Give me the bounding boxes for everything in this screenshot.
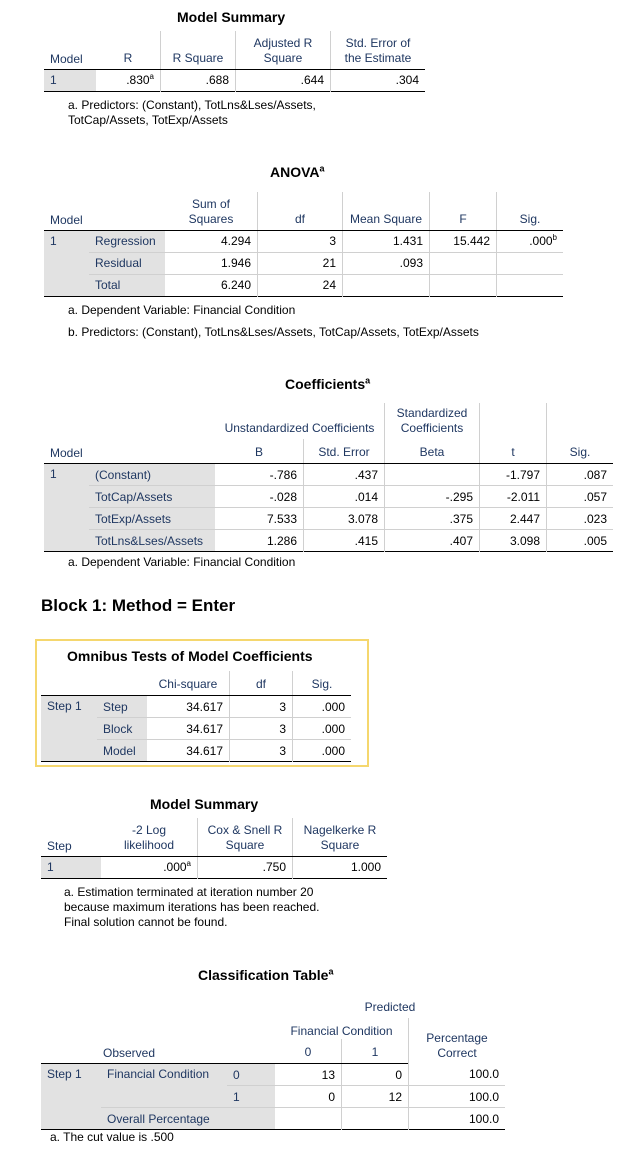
col-label [89, 439, 215, 464]
cell-adj-r-square: .644 [236, 69, 331, 91]
header-financial-condition: Financial Condition [290, 1024, 393, 1038]
col-model: Model [44, 31, 96, 69]
cell-t: -2.011 [480, 486, 547, 508]
col-model: Model [44, 439, 89, 464]
model-summary-title: Model Summary [177, 9, 286, 25]
cell-sig: .000$^b$ [497, 230, 564, 252]
col-f: F [430, 192, 497, 230]
cell-t: 2.447 [480, 508, 547, 530]
col-1: 1 [342, 1039, 409, 1064]
anova-note-a: a. Dependent Variable: Financial Condition [68, 303, 296, 317]
row-financial-condition: Financial Condition [101, 1064, 227, 1108]
cell-pc: 100.0 [409, 1086, 506, 1108]
col-beta: Beta [385, 439, 480, 464]
col-step: Step [41, 818, 101, 856]
cell-ss: 6.240 [220, 278, 251, 292]
cell-sig: .023 [547, 508, 614, 530]
model-summary-2-note: a. Estimation terminated at iteration number 20 because maximum iterations has been reached. Final solution cannot be found. [64, 885, 320, 929]
cell-b: 1.286 [266, 533, 297, 548]
col-std-error: Std. Error [304, 439, 385, 464]
cell-log-likelihood: .000$^a$ [163, 859, 191, 874]
coefficients-note: a. Dependent Variable: Financial Condition [68, 555, 296, 569]
cell-f: 15.442 [430, 230, 497, 252]
cell-r: .830$^a$ [126, 72, 154, 87]
row-model: 1 [44, 464, 89, 552]
omnibus-title: Omnibus Tests of Model Coefficients [67, 648, 313, 664]
classification-title: Classification Table$^a$ [198, 966, 334, 983]
cell-c1: 0 [342, 1064, 409, 1086]
row-model: 1 [44, 69, 96, 91]
cell-beta [385, 464, 480, 486]
row-label: TotExp/Assets [89, 508, 215, 530]
col-r-square: R Square [161, 31, 236, 69]
row-label: Model [97, 740, 147, 762]
cell-ms: 1.431 [343, 230, 430, 252]
row-step: Step 1 [41, 696, 97, 762]
cell-sig: .087 [547, 464, 614, 486]
row-model: 1 [44, 230, 89, 296]
cell-df: 24 [258, 274, 343, 296]
col-sig: Sig. [293, 671, 352, 696]
header-standardized: Standardized Coefficients [385, 403, 480, 439]
cell-chi: 34.617 [186, 699, 223, 714]
cell-b: -.028 [269, 489, 297, 504]
cell-df: 3 [230, 718, 293, 740]
col-adj-r-square: Adjusted R Square [236, 31, 331, 69]
col-nagelkerke: Nagelkerke R Square [293, 818, 388, 856]
row-obs-1: 1 [227, 1086, 275, 1108]
row-step: Step 1 [41, 1064, 101, 1130]
cell-b: 7.533 [266, 511, 297, 526]
model-summary-note: a. Predictors: (Constant), TotLns&Lses/Assets, TotCap/Assets, TotExp/Assets [68, 98, 316, 127]
cell-beta: -.295 [385, 486, 480, 508]
header-predicted: Predicted [364, 1000, 416, 1014]
cell-t: 3.098 [480, 530, 547, 552]
cell-c1: 12 [342, 1086, 409, 1108]
row-label: (Constant) [89, 464, 215, 486]
cell-b: -.786 [269, 467, 297, 482]
classification-note: a. The cut value is .500 [50, 1130, 174, 1144]
anova-note-b: b. Predictors: (Constant), TotLns&Lses/Assets, TotCap/Assets, TotExp/Assets [68, 325, 479, 339]
cell-se: .415 [304, 530, 385, 552]
col-0: 0 [275, 1039, 342, 1064]
row-step: 1 [41, 856, 101, 878]
omnibus-table [41, 671, 351, 762]
col-r: R [96, 31, 161, 69]
cell-overall-pc: 100.0 [409, 1108, 506, 1130]
col-sum-squares: Sum of Squares [165, 192, 258, 230]
cell-sig: .005 [547, 530, 614, 552]
cell-ms [343, 274, 430, 296]
cell-df: 3 [230, 740, 293, 762]
row-label: Step [97, 696, 147, 718]
cell-sig: .057 [547, 486, 614, 508]
col-label [89, 192, 165, 230]
coefficients-title: Coefficients$^a$ [285, 375, 371, 392]
cell-df: 3 [230, 696, 293, 718]
cell-df: 3 [258, 230, 343, 252]
row-label: TotCap/Assets [89, 486, 215, 508]
col-df: df [230, 671, 293, 696]
cell-df: 21 [258, 252, 343, 274]
cell-cox-snell: .750 [198, 856, 293, 878]
cell-beta: .407 [385, 530, 480, 552]
row-label: TotLns&Lses/Assets [89, 530, 215, 552]
model-summary-2-table [41, 818, 387, 879]
col-mean-square: Mean Square [343, 192, 430, 230]
col-t: t [480, 439, 547, 464]
coefficients-table [44, 403, 613, 552]
block-heading: Block 1: Method = Enter [41, 596, 236, 615]
cell-std-error: .304 [331, 69, 426, 91]
cell-pc: 100.0 [409, 1064, 506, 1086]
cell-ms: .093 [343, 252, 430, 274]
anova-title: ANOVA$^a$ [270, 163, 325, 180]
row-label: Block [97, 718, 147, 740]
col-df: df [258, 192, 343, 230]
cell-sig: .000 [293, 718, 352, 740]
row-label: Residual [89, 252, 165, 274]
cell-nagelkerke: 1.000 [293, 856, 388, 878]
col-log-likelihood: -2 Log likelihood [101, 818, 198, 856]
row-overall: Overall Percentage [101, 1108, 275, 1130]
cell-f [430, 274, 497, 296]
col-cox-snell: Cox & Snell R Square [198, 818, 293, 856]
col-model: Model [44, 192, 89, 230]
cell-sig [497, 274, 564, 296]
cell-chi: 34.617 [186, 743, 223, 758]
col-sig: Sig. [497, 192, 564, 230]
cell-ss: 1.946 [220, 256, 251, 270]
header-observed: Observed [41, 1039, 275, 1064]
cell-t: -1.797 [480, 464, 547, 486]
cell-c0: 13 [321, 1067, 335, 1082]
model-summary-2-title: Model Summary [150, 796, 259, 812]
anova-table [44, 192, 563, 297]
classification-table [41, 994, 505, 1130]
cell-f [430, 252, 497, 274]
model-summary-table [44, 31, 425, 92]
col-chi-square: Chi-square [147, 671, 230, 696]
cell-sig [497, 252, 564, 274]
col-std-error: Std. Error of the Estimate [331, 31, 426, 69]
cell-r-square: .688 [161, 69, 236, 91]
row-label: Regression [89, 230, 165, 252]
col-sig: Sig. [547, 439, 614, 464]
cell-ss: 4.294 [220, 234, 251, 248]
row-label: Total [89, 274, 165, 296]
cell-beta: .375 [385, 508, 480, 530]
cell-se: .437 [304, 464, 385, 486]
cell-sig: .000 [293, 740, 352, 762]
header-unstandardized: Unstandardized Coefficients [224, 421, 375, 435]
header-percentage-correct: Percentage Correct [409, 1018, 506, 1064]
cell-c0: 0 [328, 1089, 335, 1104]
cell-chi: 34.617 [186, 721, 223, 736]
col-b: B [215, 439, 304, 464]
cell-se: .014 [304, 486, 385, 508]
cell-sig: .000 [293, 696, 352, 718]
cell-se: 3.078 [304, 508, 385, 530]
row-obs-0: 0 [227, 1064, 275, 1086]
